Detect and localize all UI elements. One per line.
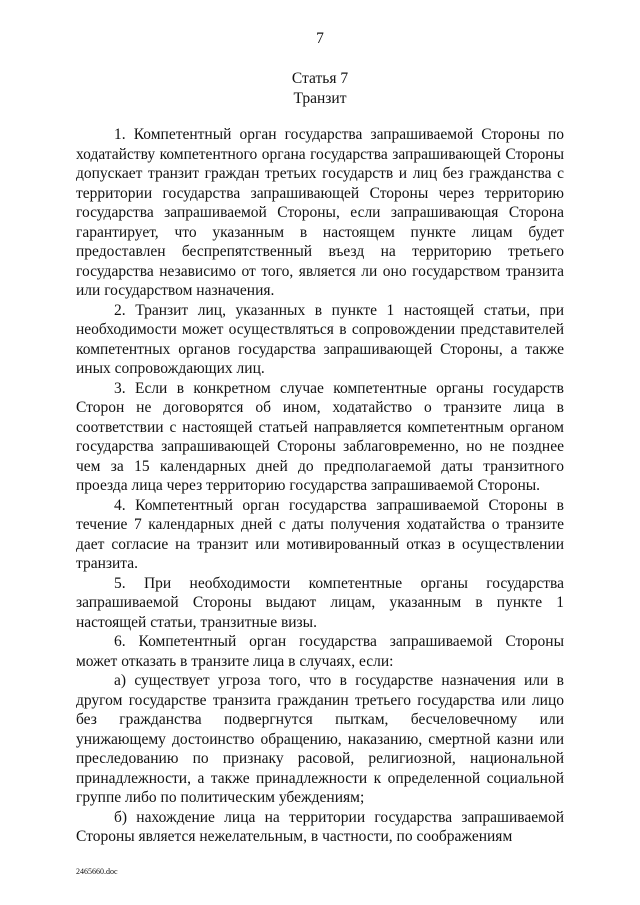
paragraph-2: 2. Транзит лиц, указанных в пункте 1 настоящей статьи, при необходимости может осуществляться в сопровождении представителей компетентных органов государства запрашивающей Стороны, а также иных сопровождающих лиц.: [76, 301, 564, 377]
paragraph-3: 3. Если в конкретном случае компетентные органы государств Сторон не договорятся об ином, ходатайство о транзите лица в соответствии с настоящей статьей направляется компетентным органом государства запрашивающей Стороны заблаговременно, но не позднее чем за 15 календарных дней до предполагаемой даты транзитного проезда лица через территорию государства запрашиваемой Стороны.: [76, 379, 564, 494]
paragraph-1: 1. Компетентный орган государства запрашиваемой Стороны по ходатайству компетентного органа государства запрашивающей Стороны допускает транзит граждан третьих государств и лиц без гражданства с территории государства запрашивающей Стороны через территорию государства запрашиваемой Стороны, если запрашивающая Сторона гарантирует, что указанным в настоящем пункте лицам будет предоставлен беспрепятственный въезд на территорию третьего государства независимо от того, является ли оно государством транзита или государством назначения.: [76, 126, 564, 299]
paragraph-4: 4. Компетентный орган государства запрашиваемой Стороны в течение 7 календарных дней с даты получения ходатайства о транзите дает согласие на транзит или мотивированный отказ в осуществлении транзита.: [76, 496, 564, 572]
article-title: Транзит: [293, 90, 347, 107]
paragraph-6a: а) существует угроза того, что в государстве назначения или в другом государстве транзита гражданин третьего государства или лицо без гражданства подвергнутся пыткам, бесчеловечному или унижающему достоинство обращению, наказанию, смертной казни или преследованию по признаку расовой, религиозной, национальной принадлежности, а также принадлежности к определенной социальной группе либо по политическим убеждениям;: [76, 672, 564, 806]
paragraph-6: 6. Компетентный орган государства запрашиваемой Стороны может отказать в транзите лица в случаях, если:: [76, 633, 564, 670]
footer-filename: 2465660.doc: [76, 867, 118, 876]
document-body: [76, 125, 564, 847]
paragraph-5: 5. При необходимости компетентные органы государства запрашиваемой Стороны выдают лицам, указанным в пункте 1 настоящей статьи, транзитные визы.: [76, 574, 564, 631]
article-number: Статья 7: [291, 70, 349, 87]
page-number: 7: [316, 30, 324, 47]
paragraph-6b: б) нахождение лица на территории государства запрашиваемой Стороны является нежелательным, в частности, по соображениям: [76, 808, 564, 845]
